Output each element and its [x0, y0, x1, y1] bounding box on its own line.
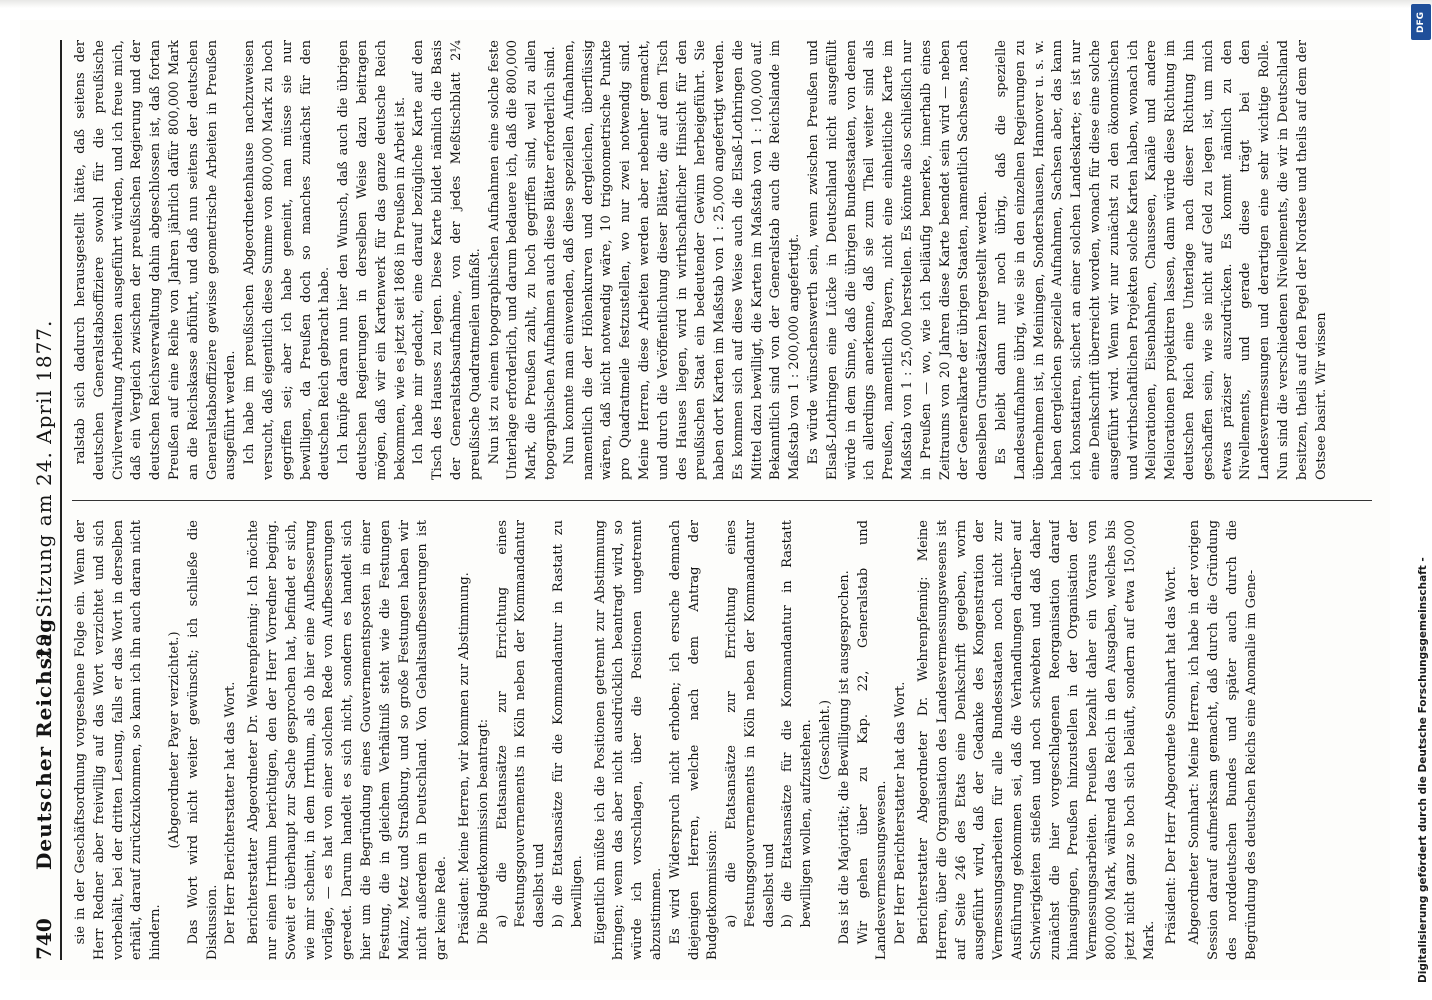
- paragraph: (Abgeordneter Payer verzichtet.): [166, 631, 182, 849]
- paragraph: Abgeordneter Sonnhart: Meine Herren, ich habe in der vorigen Session darauf aufmerksam gemacht, daß durch die Gründung des norddeutschen Bundes und später auch durch die Begründung des deutschen Reichs eine Anomalie im Gene-: [1187, 520, 1259, 960]
- paragraph: Ich habe im preußischen Abgeordnetenhause nachzuweisen versucht, daß eigentlich diese Summe von 800,000 Mark zu hoch gegriffen sei; aber ich habe gemeint, man müsse sie nur bewilligen, da Preußen doch so manches zunächst für den deutschen Reich gebracht habe.: [242, 40, 333, 480]
- paragraph: Der Herr Berichterstatter hat das Wort.: [893, 681, 909, 945]
- paragraph: Präsident: Der Herr Abgeordnete Sonnhart hat das Wort.: [1164, 566, 1180, 945]
- paragraph: a) die Etatsansätze zur Errichtung eines Festungsgouvernements in Köln neben der Kommandantur daselbst und: [724, 520, 777, 928]
- paragraph: Das Wort wird nicht weiter gewünscht; ich schließe die Diskussion.: [185, 520, 220, 960]
- paragraph: b) die Etatsansätze für die Kommandantur in Rastatt zu bewilligen.: [550, 520, 585, 928]
- scan-edge: [0, 0, 1432, 8]
- paragraph: Es bleibt dann nur noch übrig, daß die spezielle Landesaufnahme übrig, wie sie in den einzelnen Regierungen zu übernehmen ist, in Meiningen, Sondershausen, Hannover u. s. w. haben dergleichen spezielle Aufnahmen, Sachsen aber, das kann ich konstatiren, sichert an einer solchen Landeskarte; es ist nur eine Denkschrift überreicht worden, wonach für diese eine solche ausgeführt wird. Wenn wir nur zunächst zu den ökonomischen und wirthschaftlichen Projekten solche Karten haben, wonach ich Meliorationen, Eisenbahnen, Chausseen, Kanäle und andere Meliorationen projektiren lassen, dann würde diese Richtung im deutschen Reich eine Unterlage nach dieser Richtung hin geschaffen sein, wie sie nicht auf Geld zu legen ist, um mich etwas präziser auszudrücken. Es kommt nämlich zu den Nivellements, und gerade diese trägt bei den Landesvermessungen und derartigen eine sehr wichtige Rolle. Nun sind die verschiedenen Nivellements, die wir in Deutschland besitzen, theils auf den Pegel der Nordsee und theils auf dem der Ostsee basirt. Wir wissen: [994, 40, 1329, 480]
- paragraph: Präsident: Meine Herren, wir kommen zur Abstimmung.: [456, 572, 472, 945]
- paragraph: Wir gehen über zu Kap. 22, Generalstab und Landesvermessungswesen.: [855, 520, 890, 960]
- page-number: 740: [32, 918, 56, 960]
- text-column-left: [72, 520, 1372, 960]
- session-heading: 29. Sitzung am 24. April 1877.: [32, 319, 56, 660]
- paragraph: Berichterstatter Abgeordneter Dr. Wehrenpfennig: Ich möchte nur einen Irrthum berichtigen, den der Herr Vorredner beging. Soweit er überhaupt zur Sache gesprochen hat, befindet er sich, wie mir scheint, in dem Irrthum, als ob hier eine Aufbesserung vorläge, — es hat von einer solchen Rede von Aufbesserungen geredet. Darum handelt es sich nicht, sondern es handelt sich hier um die Begründung eines Gouvernementsposten in einer Festung, die in gleichem Verhältniß steht wie die Festungen Mainz, Metz und Straßburg, und so große Festungen haben wir nicht außerdem in Deutschland. Von Gehaltsaufbesserungen ist gar keine Rede.: [246, 520, 450, 960]
- paragraph: Eigentlich müßte ich die Positionen getrennt zur Abstimmung bringen; wenn das aber nicht ausdrücklich beantragt wird, so würde ich vorschlagen, über die Positionen ungetrennt abzustimmen.: [592, 520, 664, 960]
- column-divider: [72, 500, 1372, 501]
- paragraph: Es würde wünschenswerth sein, wenn zwischen Preußen und Elsaß-Lothringen eine Lücke in Deutschland nicht ausgefüllt würde in dem Sinne, daß die übrigen Bundesstaaten, von denen ich allerdings anerkenne, daß sie zum Theil weiter sind als Preußen, namentlich Bayern, nicht eine einheitliche Karte im Maßstab von 1 : 25,000 herstellen. Es könnte also schließlich nur in Preußen — wo, wie ich beiläufig bemerke, innerhalb eines Zeitraums von 20 Jahren diese Karte beendet sein wird — neben der Generalkarte der übrigen Staaten, namentlich Sachsens, nach denselben Grundsätzen hergestellt werden.: [806, 40, 991, 480]
- paragraph: Ich habe mir gedacht, eine darauf bezügliche Karte auf den Tisch des Hauses zu legen. Diese Karte bildet nämlich die Basis der Generalstabsaufnahme, von der jedes Meßtischblatt 2¼ preußische Quadratmeilen umfaßt.: [411, 40, 483, 480]
- publication-title: Deutscher Reichstag.: [32, 609, 56, 870]
- paragraph: b) die Etatsansätze für die Kommandantur in Rastatt bewilligen wollen, aufzustehen.: [780, 520, 815, 928]
- digitization-credit: Digitalisierung gefördert durch die Deutsche Forschungsgemeinschaft -: [1417, 557, 1429, 983]
- text-column-right: [72, 40, 1372, 480]
- paragraph: (Geschieht.): [818, 699, 834, 781]
- paragraph: a) die Etatsansätze zur Errichtung eines Festungsgouvernements in Köln neben der Kommandantur daselbst und: [494, 520, 548, 928]
- paragraph: Die Budgetkommission beantragt:: [475, 718, 491, 945]
- paragraph: ralstab sich dadurch herausgestellt hätte, daß seitens der deutschen Generalstabsoffiziere sowohl für die preußische Civilverwaltung Arbeiten ausgeführt würden, und ich freue mich, daß ein Vergleich zwischen der preußischen Regierung und der deutschen Reichsverwaltung dahin abgeschlossen ist, daß fortan Preußen auf eine Reihe von Jahren jährlich dafür 800,000 Mark an die Reichskasse abführt, und daß nun seitens der deutschen Generalstabsoffiziere gewisse geometrische Arbeiten in Preußen ausgeführt werden.: [73, 40, 239, 480]
- paragraph: Der Herr Berichterstatter hat das Wort.: [223, 681, 239, 945]
- dfg-logo-icon: DFG: [1411, 4, 1431, 40]
- page-header: [30, 40, 62, 960]
- document-page: [20, 20, 1390, 980]
- paragraph: Das ist die Majorität; die Bewilligung ist ausgesprochen.: [836, 570, 852, 945]
- paragraph: Nun konnte man einwenden, daß diese speziellen Aufnahmen, namentlich die der Höhenkurven und dergleichen, überflüssig wären, daß nicht notwendig wäre, 10 trigonometrische Punkte pro Quadratmeile festzustellen, wo nur zwei notwendig sind. Meine Herren, diese Arbeiten werden aber nebenher gemacht, und durch die Veröffentlichung dieser Blätter, die auf dem Tisch des Hauses liegen, wird in wirthschaftlicher Hinsicht für den preußischen Staat ein bedeutender Gewinn herbeigeführt. Sie haben dort Karten im Maßstab von 1 : 25,000 angefertigt werden. Es kommen sich auf diese Weise auch die Elsaß-Lothringen die Mittel dazu bewilligt, die Karten im Maßstab von 1 : 100,000 auf. Bekanntlich sind von der Generalstab auch die Reichslande im Maßstab von 1 : 200,000 angefertigt.: [561, 40, 803, 480]
- paragraph: Nun ist zu einem topographischen Aufnahmen eine solche feste Unterlage erforderlich, und darum bedauere ich, daß die 800,000 Mark, die Preußen zahlt, zu hoch gegriffen sind, weil zu allen topographischen Aufnahmen auch diese Blätter erforderlich sind.: [486, 40, 558, 480]
- paragraph: Es wird Widerspruch nicht erhoben; ich ersuche demnach diejenigen Herren, welche nach dem Antrag der Budgetkommission:: [667, 520, 721, 960]
- paragraph: Ich knüpfe daran nun hier den Wunsch, daß auch die übrigen deutschen Regierungen in derselben Weise dazu beitragen mögen, daß wir ein Kartenwerk für das ganze deutsche Reich bekommen, wie es jetzt seit 1868 in Preußen in Arbeit ist.: [336, 40, 408, 480]
- paragraph: Berichterstatter Abgeordneter Dr. Wehrenpfennig: Meine Herren, über die Organisation des Landesvermessungswesens ist auf Seite 246 des Etats eine Denkschrift gegeben, worin ausgeführt wird, daß der Gedanke des Kongenstration der Vermessungsarbeiten für alle Bundesstaaten noch nicht zur Ausführung gekommen sei, daß die Verhandlungen darüber auf Schwierigkeiten stießen und noch schwebten und daß daher zunächst die hier vorgeschlagenen Reorganisation darauf hinausgingen, Preußen hinzustellen in der Organisation der Vermessungsarbeiten. Preußen bezahlt daher ein Voraus von 800,000 Mark, während das Reich in den Ausgaben, welches bis jetzt nicht ganz so hoch sich beläuft, sondern auf etwa 150,000 Mark.: [916, 520, 1157, 960]
- paragraph: sie in der Geschäftsordnung vorgesehene Folge ein. Wenn der Herr Redner aber freiwillig auf das Wort verzichtet und sich vorbehält, bei der dritten Lesung, falls er das Wort in derselben erhält, darauf zurückzukommen, so kann ich ihn auch daran nicht hindern.: [73, 520, 164, 960]
